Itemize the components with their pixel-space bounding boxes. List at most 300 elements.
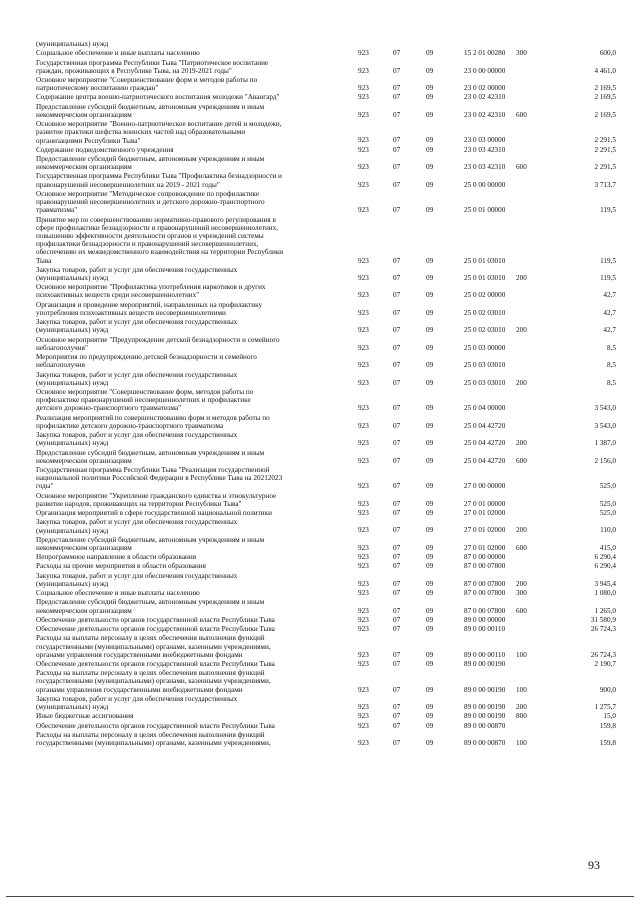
table-row: [36, 216, 616, 265]
row-name: Основное мероприятие "Военно-патриотическое воспитание детей и молодежи, развитие практики шефства воинских частей над образовательными организациями Республики Тыва": [36, 120, 282, 145]
target-article: 89 0 00 00190: [464, 660, 506, 668]
target-article: 25 0 04 42720: [464, 421, 506, 430]
table-row: [36, 466, 616, 491]
amount: 900,0: [599, 685, 616, 694]
row-name: Обеспечение деятельности органов государственной власти Республики Тыва: [36, 660, 275, 668]
table-row: [36, 616, 616, 624]
target-article: 87 0 00 07800: [464, 562, 506, 571]
subsection-code: 09: [426, 136, 434, 145]
section-code: 07: [393, 273, 401, 282]
subsection-code: 09: [426, 291, 434, 300]
amount: 3 543,0: [594, 421, 616, 430]
subsection-code: 09: [426, 589, 434, 598]
target-article: 25 0 02 03010: [464, 308, 506, 317]
section-code: 07: [393, 526, 401, 535]
table-row: [36, 318, 616, 334]
target-article: 89 0 00 00190: [464, 703, 506, 712]
row-name: Предоставление субсидий бюджетным, автономным учреждениям и иным некоммерческим организациям: [36, 155, 265, 172]
table-row: [36, 669, 616, 694]
amount: 2 291,5: [594, 163, 616, 172]
row-name: Социальное обеспечение и иные выплаты населению: [36, 49, 200, 58]
budget-table: [36, 40, 616, 840]
table-row: [36, 625, 616, 633]
ministry-code: 923: [358, 308, 369, 317]
ministry-code: 923: [358, 136, 369, 145]
target-article: 23 0 03 00000: [464, 136, 506, 145]
row-name: Иные бюджетные ассигнования: [36, 712, 134, 721]
row-name: Основное мероприятие "Предупреждение детской безнадзорности и семейного неблагополучия": [36, 335, 280, 352]
row-name: Основное мероприятие "Укрепление гражданского единства и этнокультурное развитие народов, проживающих на территории Республики Тыва": [36, 491, 277, 508]
ministry-code: 923: [358, 456, 369, 465]
ministry-code: 923: [358, 256, 369, 265]
table-row: [36, 93, 616, 101]
target-article: 25 0 01 03010: [464, 256, 506, 265]
subsection-code: 09: [426, 421, 434, 430]
ministry-code: 923: [358, 703, 369, 712]
target-article: 25 0 03 03010: [464, 361, 506, 370]
expense-type: 600: [516, 163, 527, 172]
subsection-code: 09: [426, 703, 434, 712]
amount: 159,8: [599, 721, 616, 730]
ministry-code: 923: [358, 543, 369, 552]
expense-type: 300: [516, 589, 527, 598]
ministry-code: 923: [358, 589, 369, 598]
amount: 6 290,4: [594, 562, 616, 571]
ministry-code: 923: [358, 378, 369, 387]
expense-type: 200: [516, 579, 527, 588]
row-name: Государственная программа Республики Тыва "Профилактика безнадзорности и правонарушений несовершеннолетних на 2019 - 2021 годы": [36, 172, 282, 189]
section-code: 07: [393, 256, 401, 265]
amount: 3 543,0: [594, 404, 616, 413]
amount: 1 387,0: [594, 439, 616, 448]
section-code: 07: [393, 553, 401, 562]
amount: 31 580,9: [590, 615, 616, 624]
row-name: Непрограммное направление в области образования: [36, 553, 197, 562]
target-article: 27 0 01 02000: [464, 526, 506, 535]
subsection-code: 09: [426, 361, 434, 370]
target-article: 23 0 02 42310: [464, 110, 506, 119]
ministry-code: 923: [358, 712, 369, 721]
subsection-code: 09: [426, 650, 434, 659]
section-code: 07: [393, 703, 401, 712]
row-name: Обеспечение деятельности органов государственной власти Республики Тыва: [36, 721, 275, 730]
section-code: 07: [393, 606, 401, 615]
amount: 119,5: [600, 206, 616, 215]
expense-type: 800: [516, 712, 527, 721]
row-name: Принятие мер по совершенствованию нормативно-правового регулирования в сфере профилактики безнадзорности и правонарушений несовершеннолетних, повышению эффективности деятельности органов и учреждений системы профилактики безнадзорности и правонарушений несовершеннолетних, обеспечению их межведомственного взаимодействия на территории Республики Тыва: [36, 215, 284, 265]
table-row: [36, 146, 616, 154]
expense-type: 200: [516, 439, 527, 448]
target-article: 25 0 00 00000: [464, 180, 506, 189]
ministry-code: 923: [358, 206, 369, 215]
target-article: 25 0 04 42720: [464, 456, 506, 465]
section-code: 07: [393, 49, 401, 58]
ministry-code: 923: [358, 650, 369, 659]
subsection-code: 09: [426, 456, 434, 465]
section-code: 07: [393, 180, 401, 189]
section-code: 07: [393, 66, 401, 75]
target-article: 89 0 00 00000: [464, 615, 506, 624]
subsection-code: 09: [426, 326, 434, 335]
subsection-code: 09: [426, 660, 434, 668]
target-article: 87 0 00 07800: [464, 606, 506, 615]
amount: 2 169,5: [594, 93, 616, 102]
target-article: 27 0 01 00000: [464, 499, 506, 508]
subsection-code: 09: [426, 739, 434, 748]
expense-type: 600: [516, 456, 527, 465]
row-name: Основное мероприятие "Совершенствование форм и методов работы по патриотическому воспитанию граждан": [36, 75, 258, 93]
table-row: [36, 509, 616, 517]
table-row: [36, 722, 616, 730]
section-code: 07: [393, 163, 401, 172]
row-name: Закупка товаров, работ и услуг для обеспечения государственных (муниципальных) нужд: [36, 571, 238, 588]
section-code: 07: [393, 456, 401, 465]
expense-type: 600: [516, 543, 527, 552]
ministry-code: 923: [358, 482, 369, 491]
section-code: 07: [393, 579, 401, 588]
amount: 2 291,5: [594, 136, 616, 145]
amount: 1 275,7: [594, 703, 616, 712]
section-code: 07: [393, 439, 401, 448]
row-name: Предоставление субсидий бюджетным, автономным учреждениям и иным некоммерческим организациям: [36, 598, 265, 615]
ministry-code: 923: [358, 49, 369, 58]
amount: 8,5: [607, 361, 616, 370]
table-row: [36, 562, 616, 570]
row-name: Обеспечение деятельности органов государственной власти Республики Тыва: [36, 625, 275, 634]
target-article: 87 0 00 07800: [464, 579, 506, 588]
ministry-code: 923: [358, 685, 369, 694]
section-code: 07: [393, 206, 401, 215]
amount: 119,5: [600, 273, 616, 282]
row-name: Основное мероприятие "Методическое сопровождение по профилактике правонарушений несовершеннолетних и детского дорожно-транспортного травматизма": [36, 189, 265, 215]
table-row: [36, 712, 616, 720]
subsection-code: 09: [426, 206, 434, 215]
target-article: 25 0 01 00000: [464, 206, 506, 215]
ministry-code: 923: [358, 615, 369, 624]
amount: 3 713,7: [594, 180, 616, 189]
section-code: 07: [393, 685, 401, 694]
table-row: [36, 553, 616, 561]
row-name: Основное мероприятие "Профилактика употребления наркотиков и других психоактивных веществ среди несовершеннолетних": [36, 283, 266, 300]
ministry-code: 923: [358, 526, 369, 535]
expense-type: 100: [516, 685, 527, 694]
row-name: Обеспечение деятельности органов государственной власти Республики Тыва: [36, 615, 275, 624]
subsection-code: 09: [426, 526, 434, 535]
table-row: [36, 120, 616, 145]
row-name: Социальное обеспечение и иные выплаты населению: [36, 589, 200, 598]
subsection-code: 09: [426, 84, 434, 93]
amount: 525,0: [599, 499, 616, 508]
expense-type: 200: [516, 703, 527, 712]
ministry-code: 923: [358, 291, 369, 300]
ministry-code: 923: [358, 163, 369, 172]
section-code: 07: [393, 650, 401, 659]
row-name: Основное мероприятие "Совершенствование форм, методов работы по профилактике правонарушений несовершеннолетних и профилактике детского дорожно-транспортного травматизма": [36, 387, 254, 413]
section-code: 07: [393, 562, 401, 571]
subsection-code: 09: [426, 543, 434, 552]
row-name: Реализация мероприятий по совершенствованию форм и методов работы по профилактике детского дорожно-транспортного травматизма: [36, 413, 270, 430]
table-row: [36, 695, 616, 711]
subsection-code: 09: [426, 378, 434, 387]
table-row: [36, 301, 616, 317]
section-code: 07: [393, 509, 401, 518]
table-row: [36, 572, 616, 588]
table-row: [36, 49, 616, 57]
target-article: 25 0 01 03010: [464, 273, 506, 282]
ministry-code: 923: [358, 421, 369, 430]
target-article: 25 0 04 42720: [464, 439, 506, 448]
row-name: Расходы на выплаты персоналу в целях обеспечения выполнения функций государственными (муниципальными) органами, казенными учреждениями,: [36, 730, 271, 748]
section-code: 07: [393, 378, 401, 387]
ministry-code: 923: [358, 110, 369, 119]
target-article: 27 0 01 02000: [464, 509, 506, 518]
section-code: 07: [393, 291, 401, 300]
amount: 2 291,5: [594, 145, 616, 154]
section-code: 07: [393, 615, 401, 624]
page-number: 93: [588, 858, 600, 872]
table-row: [36, 40, 616, 48]
row-name: Закупка товаров, работ и услуг для обеспечения государственных (муниципальных) нужд: [36, 694, 238, 712]
table-row: [36, 76, 616, 92]
subsection-code: 09: [426, 615, 434, 624]
table-row: [36, 449, 616, 465]
ministry-code: 923: [358, 343, 369, 352]
subsection-code: 09: [426, 509, 434, 518]
target-article: 89 0 00 00110: [464, 650, 506, 659]
row-name: Расходы на прочие мероприятия в области образования: [36, 562, 206, 571]
target-article: 23 0 00 00000: [464, 66, 506, 75]
amount: 2 156,0: [594, 456, 616, 465]
subsection-code: 09: [426, 553, 434, 562]
section-code: 07: [393, 404, 401, 413]
amount: 42,7: [603, 326, 616, 335]
row-name: Содержание центра военно-патриотического воспитания молодежи "Авангард": [36, 93, 280, 102]
subsection-code: 09: [426, 308, 434, 317]
section-code: 07: [393, 499, 401, 508]
subsection-code: 09: [426, 439, 434, 448]
ministry-code: 923: [358, 625, 369, 634]
target-article: 27 0 01 02000: [464, 543, 506, 552]
target-article: 23 0 03 42310: [464, 163, 506, 172]
section-code: 07: [393, 589, 401, 598]
section-code: 07: [393, 343, 401, 352]
amount: 42,7: [603, 308, 616, 317]
target-article: 23 0 02 00000: [464, 84, 506, 93]
amount: 600,0: [599, 49, 616, 58]
row-name: Организация и проведение мероприятий, направленных на профилактику употребления психоактивных веществ несовершеннолетними: [36, 300, 263, 317]
section-code: 07: [393, 543, 401, 552]
section-code: 07: [393, 482, 401, 491]
amount: 42,7: [603, 291, 616, 300]
subsection-code: 09: [426, 606, 434, 615]
expense-type: 600: [516, 606, 527, 615]
table-row: [36, 190, 616, 215]
target-article: 15 2 01 00280: [464, 49, 506, 58]
ministry-code: 923: [358, 721, 369, 730]
amount: 415,0: [599, 543, 616, 552]
target-article: 25 0 03 00000: [464, 343, 506, 352]
section-code: 07: [393, 84, 401, 93]
amount: 119,5: [600, 256, 616, 265]
target-article: 27 0 00 00000: [464, 482, 506, 491]
row-name: Содержание подведомственного учреждения: [36, 145, 174, 154]
ministry-code: 923: [358, 660, 369, 668]
ministry-code: 923: [358, 145, 369, 154]
row-name: Мероприятия по предупреждению детской безнадзорности и семейного неблагополучия: [36, 353, 257, 370]
ministry-code: 923: [358, 361, 369, 370]
ministry-code: 923: [358, 93, 369, 102]
expense-type: 200: [516, 378, 527, 387]
ministry-code: 923: [358, 180, 369, 189]
ministry-code: 923: [358, 439, 369, 448]
subsection-code: 09: [426, 343, 434, 352]
amount: 2 169,5: [594, 84, 616, 93]
subsection-code: 09: [426, 163, 434, 172]
section-code: 07: [393, 93, 401, 102]
row-name: Предоставление субсидий бюджетным, автономным учреждениям и иным некоммерческим организациям: [36, 448, 265, 465]
expense-type: 600: [516, 110, 527, 119]
row-name: Закупка товаров, работ и услуг для обеспечения государственных (муниципальных) нужд: [36, 318, 238, 335]
row-name: Закупка товаров, работ и услуг для обеспечения государственных (муниципальных) нужд: [36, 370, 238, 387]
row-name: Закупка товаров, работ и услуг для обеспечения государственных (муниципальных) нужд: [36, 518, 238, 535]
amount: 1 080,0: [594, 589, 616, 598]
section-code: 07: [393, 145, 401, 154]
amount: 525,0: [599, 509, 616, 518]
target-article: 23 0 02 42310: [464, 93, 506, 102]
table-row: [36, 731, 616, 747]
table-row: [36, 103, 616, 119]
ministry-code: 923: [358, 499, 369, 508]
expense-type: 100: [516, 650, 527, 659]
amount: 525,0: [599, 482, 616, 491]
section-code: 07: [393, 361, 401, 370]
target-article: 25 0 02 03010: [464, 326, 506, 335]
target-article: 87 0 00 00000: [464, 553, 506, 562]
table-row: [36, 155, 616, 171]
amount: 3 945,4: [594, 579, 616, 588]
amount: 1 265,0: [594, 606, 616, 615]
row-name: Расходы на выплаты персоналу в целях обеспечения выполнения функций государственными (муниципальными) органами, казенными учреждениями, органами управления государственными внебюджетными фондами: [36, 634, 271, 659]
section-code: 07: [393, 712, 401, 721]
section-code: 07: [393, 660, 401, 668]
table-row: [36, 353, 616, 369]
amount: 159,8: [599, 739, 616, 748]
expense-type: 200: [516, 526, 527, 535]
table-row: [36, 414, 616, 430]
amount: 2 169,5: [594, 110, 616, 119]
table-row: [36, 634, 616, 659]
section-code: 07: [393, 110, 401, 119]
target-article: 89 0 00 00110: [464, 625, 506, 634]
row-name: Предоставление субсидий бюджетным, автономным учреждениям и иным некоммерческим организациям: [36, 535, 265, 552]
target-article: 89 0 00 00190: [464, 685, 506, 694]
table-row: [36, 59, 616, 75]
table-row: [36, 492, 616, 508]
subsection-code: 09: [426, 712, 434, 721]
expense-type: 200: [516, 326, 527, 335]
ministry-code: 923: [358, 509, 369, 518]
ministry-code: 923: [358, 553, 369, 562]
section-code: 07: [393, 739, 401, 748]
target-article: 25 0 03 03010: [464, 378, 506, 387]
amount: 110,0: [600, 526, 616, 535]
row-name: Расходы на выплаты персоналу в целях обеспечения выполнения функций государственными (муниципальными) органами, казенными учреждениями, органами управления государственными внебюджетными фондами: [36, 669, 271, 694]
section-code: 07: [393, 136, 401, 145]
expense-type: 100: [516, 739, 527, 748]
row-name: Закупка товаров, работ и услуг для обеспечения государственных (муниципальных) нужд: [36, 431, 238, 448]
page-bottom-rule: [6, 896, 634, 897]
target-article: 23 0 03 42310: [464, 145, 506, 154]
subsection-code: 09: [426, 562, 434, 571]
table-row: [36, 598, 616, 614]
amount: 26 724,3: [590, 625, 616, 634]
subsection-code: 09: [426, 66, 434, 75]
table-row: [36, 589, 616, 597]
subsection-code: 09: [426, 685, 434, 694]
section-code: 07: [393, 326, 401, 335]
table-row: [36, 536, 616, 552]
row-name: Организация мероприятий в сфере государственной национальной политики: [36, 509, 272, 518]
subsection-code: 09: [426, 145, 434, 154]
target-article: 89 0 00 00870: [464, 721, 506, 730]
row-name: Государственная программа Республики Тыва "Реализация государственной национальной политики Российской Федерации в Республике Тыва на 20212023 годы": [36, 465, 283, 491]
ministry-code: 923: [358, 404, 369, 413]
subsection-code: 09: [426, 256, 434, 265]
amount: 8,5: [607, 343, 616, 352]
table-row: [36, 518, 616, 534]
row-name: (муниципальных) нужд: [36, 40, 109, 48]
row-name: Государственная программа Республики Тыва "Патриотическое воспитание граждан, проживающих в Республике Тыва, на 2019-2021 годы": [36, 58, 269, 75]
target-article: 25 0 02 00000: [464, 291, 506, 300]
amount: 15,0: [603, 712, 616, 721]
row-name: Закупка товаров, работ и услуг для обеспечения государственных (муниципальных) нужд: [36, 265, 238, 282]
ministry-code: 923: [358, 562, 369, 571]
table-row: [36, 283, 616, 299]
table-row: [36, 266, 616, 282]
table-row: [36, 660, 616, 668]
target-article: 89 0 00 00190: [464, 712, 506, 721]
table-row: [36, 336, 616, 352]
amount: 8,5: [607, 378, 616, 387]
ministry-code: 923: [358, 579, 369, 588]
amount: 6 290,4: [594, 553, 616, 562]
subsection-code: 09: [426, 625, 434, 634]
table-row: [36, 388, 616, 413]
subsection-code: 09: [426, 404, 434, 413]
section-code: 07: [393, 625, 401, 634]
amount: 26 724,3: [590, 650, 616, 659]
table-row: [36, 431, 616, 447]
table-row: [36, 371, 616, 387]
target-article: 87 0 00 07800: [464, 589, 506, 598]
target-article: 89 0 00 00870: [464, 739, 506, 748]
subsection-code: 09: [426, 273, 434, 282]
ministry-code: 923: [358, 326, 369, 335]
subsection-code: 09: [426, 499, 434, 508]
amount: 4 461,0: [594, 66, 616, 75]
amount: 2 190,7: [594, 660, 616, 668]
subsection-code: 09: [426, 579, 434, 588]
expense-type: 200: [516, 273, 527, 282]
ministry-code: 923: [358, 739, 369, 748]
subsection-code: 09: [426, 180, 434, 189]
subsection-code: 09: [426, 721, 434, 730]
ministry-code: 923: [358, 84, 369, 93]
ministry-code: 923: [358, 273, 369, 282]
target-article: 25 0 04 00000: [464, 404, 506, 413]
subsection-code: 09: [426, 482, 434, 491]
subsection-code: 09: [426, 110, 434, 119]
